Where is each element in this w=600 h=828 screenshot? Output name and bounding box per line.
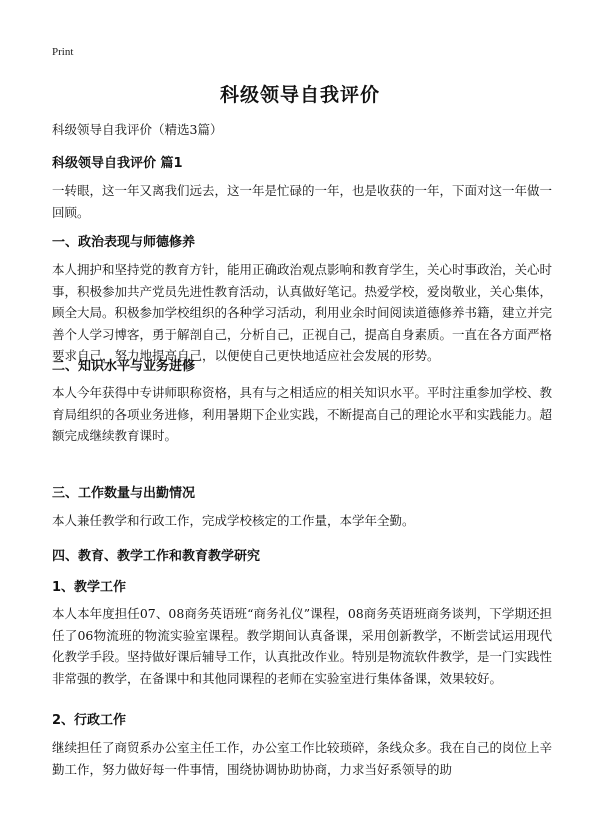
heading-teaching: 1、教学工作 xyxy=(52,580,127,595)
heading-political: 一、政治表现与师德修养 xyxy=(52,235,196,250)
intro-paragraph: 一转眼，这一年又离我们远去，这一年是忙碌的一年，也是收获的一年，下面对这一年做一回顾。 xyxy=(52,183,553,220)
heading-teaching-research: 四、教育、教学工作和教育教学研究 xyxy=(52,549,261,564)
document-subtitle: 科级领导自我评价（精选3篇） xyxy=(52,122,223,137)
print-label: Print xyxy=(52,46,74,58)
paragraph-administration: 继续担任了商贸系办公室主任工作，办公室工作比较琐碎，条线众多。我在自己的岗位上辛勤工作，努力做好每一件事情，围绕协调协助协商，力求当好系领导的助 xyxy=(52,740,553,777)
section-title: 科级领导自我评价 篇1 xyxy=(52,156,183,171)
heading-administration: 2、行政工作 xyxy=(52,713,127,728)
paragraph-political: 本人拥护和坚持党的教育方针，能用正确政治观点影响和教育学生，关心时事政治，关心时事，积极参加共产党员先进性教育活动，认真做好笔记。热爱学校，爱岗敬业，关心集体，顾全大局。积极参加学校组织的各种学习活动，利用业余时间阅读道德修养书籍，建立并完善个人学习博客，勇于解剖自己，分析自己，正视自己，提高自身素质。一直在各方面严格要求自己，努力地提高自己，以便使自己更快地适应社会发展的形势。 xyxy=(52,262,553,363)
paragraph-teaching: 本人本年度担任07、08商务英语班“商务礼仪”课程，08商务英语班商务谈判，下学期还担任了06物流班的物流实验室课程。教学期间认真备课，采用创新教学，不断尝试运用现代化教学手段。坚持做好课后辅导工作，认真批改作业。特别是物流软件教学，是一门实践性非常强的教学，在备课中和其他同课程的老师在实验室进行集体备课，效果较好。 xyxy=(52,606,553,686)
paragraph-knowledge: 本人今年获得中专讲师职称资格，具有与之相适应的相关知识水平。平时注重参加学校、教育局组织的各项业务进修，利用暑期下企业实践，不断提高自己的理论水平和实践能力。超额完成继续教育课时。 xyxy=(52,385,553,443)
document-title: 科级领导自我评价 xyxy=(219,84,380,106)
heading-workload: 三、工作数量与出勤情况 xyxy=(52,486,196,501)
paragraph-workload: 本人兼任教学和行政工作，完成学校核定的工作量，本学年全勤。 xyxy=(52,513,415,528)
heading-knowledge: 二、知识水平与业务进修 xyxy=(52,359,196,374)
